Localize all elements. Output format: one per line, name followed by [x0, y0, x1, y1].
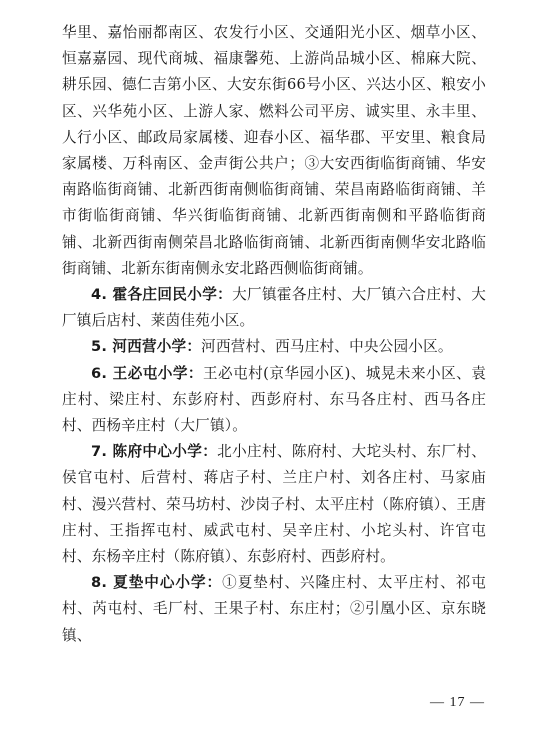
- document-body: [62, 20, 486, 649]
- paragraph-school-8: [62, 570, 486, 649]
- paragraph-school-5: [62, 334, 486, 360]
- school-heading: 6. 王必屯小学：: [91, 364, 203, 382]
- school-heading: 4. 霍各庄回民小学：: [91, 286, 233, 304]
- school-heading: 8. 夏垫中心小学：: [91, 574, 223, 592]
- paragraph-school-7: [62, 439, 486, 570]
- paragraph-text: 北小庄村、陈府村、大坨头村、东厂村、侯官屯村、后营村、蒋店子村、兰庄户村、刘各庄村、马家庙村、漫兴营村、荣马坊村、沙岗子村、太平庄村（陈府镇）、王唐庄村、王指挥屯村、威武屯村、吴辛庄村、小坨头村、许官屯村、东杨辛庄村（陈府镇）、东彭府村、西彭府村。: [62, 443, 487, 566]
- paragraph-school-4: [62, 282, 486, 334]
- paragraph-continuation: [62, 20, 486, 282]
- paragraph-text: 华里、嘉怡丽都南区、农发行小区、交通阳光小区、烟草小区、恒嘉嘉园、现代商城、福康馨苑、上游尚品城小区、棉麻大院、耕乐园、德仁吉第小区、大安东街66号小区、兴达小区、粮安小区、兴华苑小区、上游人家、燃料公司平房、诚实里、永丰里、人行小区、邮政局家属楼、迎春小区、福华郡、平安里、粮食局家属楼、万科南区、金声街公共户；③大安西街临街商铺、华安南路临街商铺、北新西街南侧临街商铺、荣昌南路临街商铺、羊市街临街商铺、华兴街临街商铺、北新西街南侧和平路临街商铺、北新西街南侧荣昌北路临街商铺、北新西街南侧华安北路临街商铺、北新东街南侧永安北路西侧临街商铺。: [62, 24, 486, 277]
- school-heading: 7. 陈府中心小学：: [91, 443, 218, 461]
- school-heading: 5. 河西营小学：: [91, 338, 202, 356]
- paragraph-text: ①夏垫村、兴隆庄村、太平庄村、祁屯村、芮屯村、毛厂村、王果子村、东庄村；②引凰小区、京东晓镇、: [62, 574, 486, 644]
- paragraph-text: 大厂镇霍各庄村、大厂镇六合庄村、大厂镇后店村、莱茵佳苑小区。: [62, 286, 486, 330]
- page-number: — 17 —: [430, 695, 485, 710]
- paragraph-text: 河西营村、西马庄村、中央公园小区。: [201, 338, 453, 356]
- paragraph-text: 王必屯村(京华园小区)、城晃未来小区、袁庄村、梁庄村、东彭府村、西彭府村、东马各庄村、西马各庄村、西杨辛庄村（大厂镇）。: [62, 364, 486, 435]
- paragraph-school-6: [62, 361, 486, 440]
